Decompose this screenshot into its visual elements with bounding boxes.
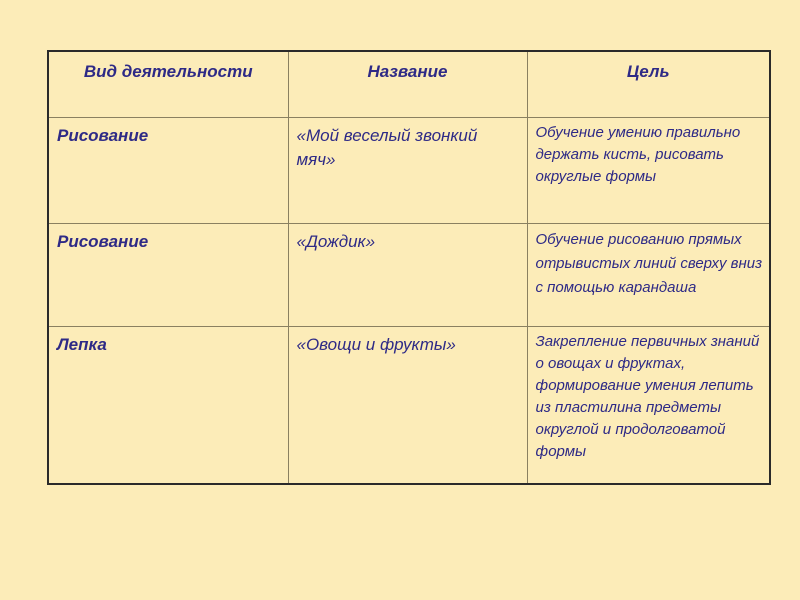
activity-table (47, 50, 771, 485)
goal-cell (527, 326, 770, 484)
name-cell (288, 326, 527, 484)
activity-text: Рисование (57, 231, 149, 251)
name-text: «Овощи и фрукты» (296, 334, 456, 354)
goal-text: Обучение рисованию прямых отрывистых линий сверху вниз с помощью карандаша (535, 230, 763, 296)
activity-cell (48, 117, 288, 223)
header-activity-type: Вид деятельности (48, 51, 288, 117)
name-cell (288, 223, 527, 326)
goal-cell (527, 117, 770, 223)
activity-cell (48, 223, 288, 326)
header-name: Название (288, 51, 527, 117)
goal-text: Закрепление первичных знаний о овощах и фруктах, формирование умения лепить из пластилина предметы округлой и продолговатой формы (535, 332, 760, 460)
activity-text: Рисование (57, 125, 149, 145)
goal-text: Обучение умению правильно держать кисть, рисовать округлые формы (535, 123, 741, 185)
table-header-row (48, 51, 770, 117)
table-row (48, 223, 770, 326)
table-row (48, 326, 770, 484)
activity-cell (48, 326, 288, 484)
name-text: «Мой веселый звонкий мяч» (296, 125, 478, 169)
table-row (48, 117, 770, 223)
activity-text: Лепка (57, 334, 107, 354)
goal-cell (527, 223, 770, 326)
name-text: «Дождик» (296, 231, 376, 251)
name-cell (288, 117, 527, 223)
header-goal: Цель (527, 51, 770, 117)
